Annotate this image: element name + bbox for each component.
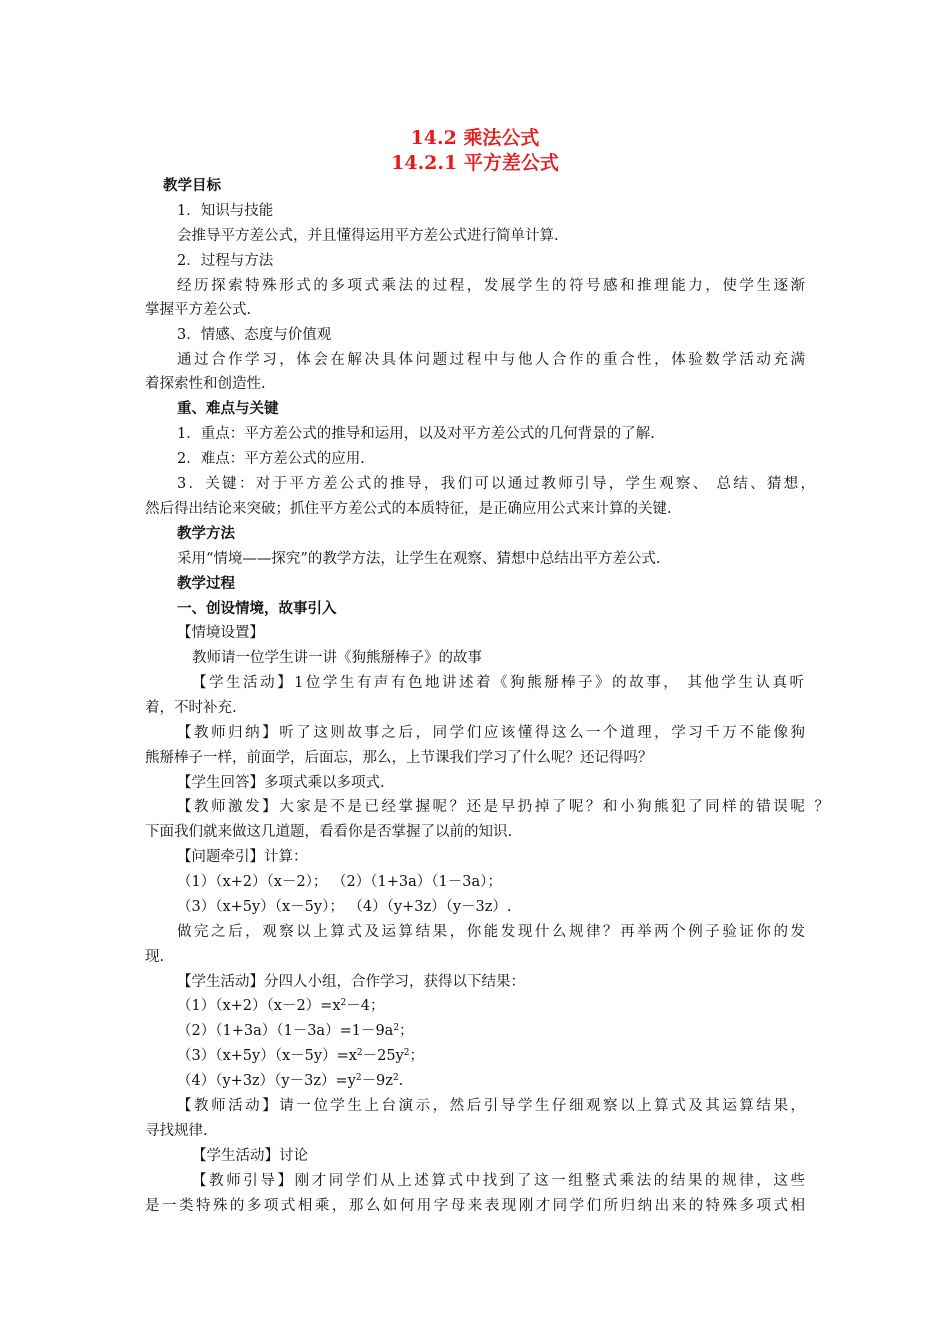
heading-teaching-method: 教学方法 — [177, 525, 235, 542]
paragraph-line: 会推导平方差公式，并且懂得运用平方差公式进行简单计算. — [177, 228, 559, 244]
paragraph-line: 【学生活动】分四人小组，合作学习，获得以下结果： — [177, 974, 525, 990]
paragraph-line: 3．关键：对于平方差公式的推导，我们可以通过教师引导，学生观察、 总结、猜想， — [177, 476, 815, 492]
subsection-title: 14.2.1 平方差公式 — [391, 152, 559, 174]
problem-line: （1）（x+2）（x－2）； （2）（1+3a）（1－3a）； — [177, 874, 502, 890]
paragraph-line: 【教师激发】大家是不是已经掌握呢？还是早扔掉了呢？和小狗熊犯了同样的错误呢 ？ — [177, 799, 829, 815]
paragraph-line: 2．难点：平方差公式的应用. — [177, 451, 365, 467]
paragraph-line: 采用“情境——探究”的教学方法，让学生在观察、猜想中总结出平方差公式. — [177, 551, 661, 567]
paragraph-line: 通过合作学习，体会在解决具体问题过程中与他人合作的重合性，体验数学活动充满 — [177, 352, 805, 368]
paragraph-line: 经历探索特殊形式的多项式乘法的过程，发展学生的符号感和推理能力，使学生逐渐 — [177, 278, 805, 294]
paragraph-line: 3．情感、态度与价值观 — [177, 327, 332, 343]
result-line: $(3)(x+5y)(x-5y)=x^2-25y^2$； — [177, 1048, 425, 1064]
paragraph-line: 【教师引导】刚才同学们从上述算式中找到了这一组整式乘法的结果的规律，这些 — [192, 1173, 805, 1189]
paragraph-line: 着，不时补充. — [145, 700, 237, 716]
section-title: 14.2 乘法公式 — [410, 127, 540, 149]
paragraph-line: 寻找规律. — [145, 1123, 208, 1139]
paragraph-line: 教师请一位学生讲一讲《狗熊掰棒子》的故事 — [192, 650, 482, 666]
paragraph-line: 着探索性和创造性. — [145, 376, 266, 392]
heading-teaching-process: 教学过程 — [177, 575, 235, 592]
paragraph-line: 1．知识与技能 — [177, 203, 274, 219]
paragraph-line: 掌握平方差公式. — [145, 302, 252, 318]
paragraph-line: 1．重点：平方差公式的推导和运用，以及对平方差公式的几何背景的了解. — [177, 426, 655, 442]
paragraph-line: 现. — [145, 949, 165, 965]
problem-line: （3）（x+5y）（x－5y）； （4）（y+3z）（y－3z）. — [177, 899, 512, 915]
paragraph-line: 然后得出结论来突破；抓住平方差公式的本质特征，是正确应用公式来计算的关键. — [145, 501, 672, 517]
result-line: $(1)(x+2)(x-2)=x^2-4$； — [177, 998, 385, 1014]
paragraph-line: 【学生活动】1位学生有声有色地讲述着《狗熊掰棒子》的故事， 其他学生认真听 — [192, 675, 804, 691]
result-line: $(2)(1+3a)(1-3a)=1-9a^2$； — [177, 1023, 414, 1039]
heading-teaching-goals: 教学目标 — [163, 177, 221, 194]
paragraph-line: 【学生活动】讨论 — [192, 1148, 308, 1164]
paragraph-line: 下面我们就来做这几道题，看看你是否掌握了以前的知识. — [145, 824, 513, 840]
paragraph-line: 2．过程与方法 — [177, 253, 274, 269]
paragraph-line: 熊掰棒子一样，前面学，后面忘，那么，上节课我们学习了什么呢？还记得吗？ — [145, 750, 653, 766]
result-line: $(4)(y+3z)(y-3z)=y^2-9z^2$. — [177, 1073, 404, 1089]
paragraph-line: 做完之后，观察以上算式及运算结果，你能发现什么规律？再举两个例子验证你的发 — [177, 924, 805, 940]
paragraph-line: 【问题牵引】计算： — [177, 849, 308, 865]
paragraph-line: 【学生回答】多项式乘以多项式. — [177, 775, 385, 791]
paragraph-line: 【情境设置】 — [177, 625, 264, 641]
heading-part-one: 一、创设情境，故事引入 — [177, 600, 337, 617]
paragraph-line: 【教师活动】请一位学生上台演示，然后引导学生仔细观察以上算式及其运算结果， — [177, 1098, 805, 1114]
paragraph-line: 【教师归纳】听了这则故事之后，同学们应该懂得这么一个道理，学习千万不能像狗 — [177, 725, 805, 741]
heading-key-points: 重、难点与关键 — [177, 400, 279, 417]
paragraph-line: 是一类特殊的多项式相乘，那么如何用字母来表现刚才同学们所归纳出来的特殊多项式相 — [145, 1198, 805, 1214]
